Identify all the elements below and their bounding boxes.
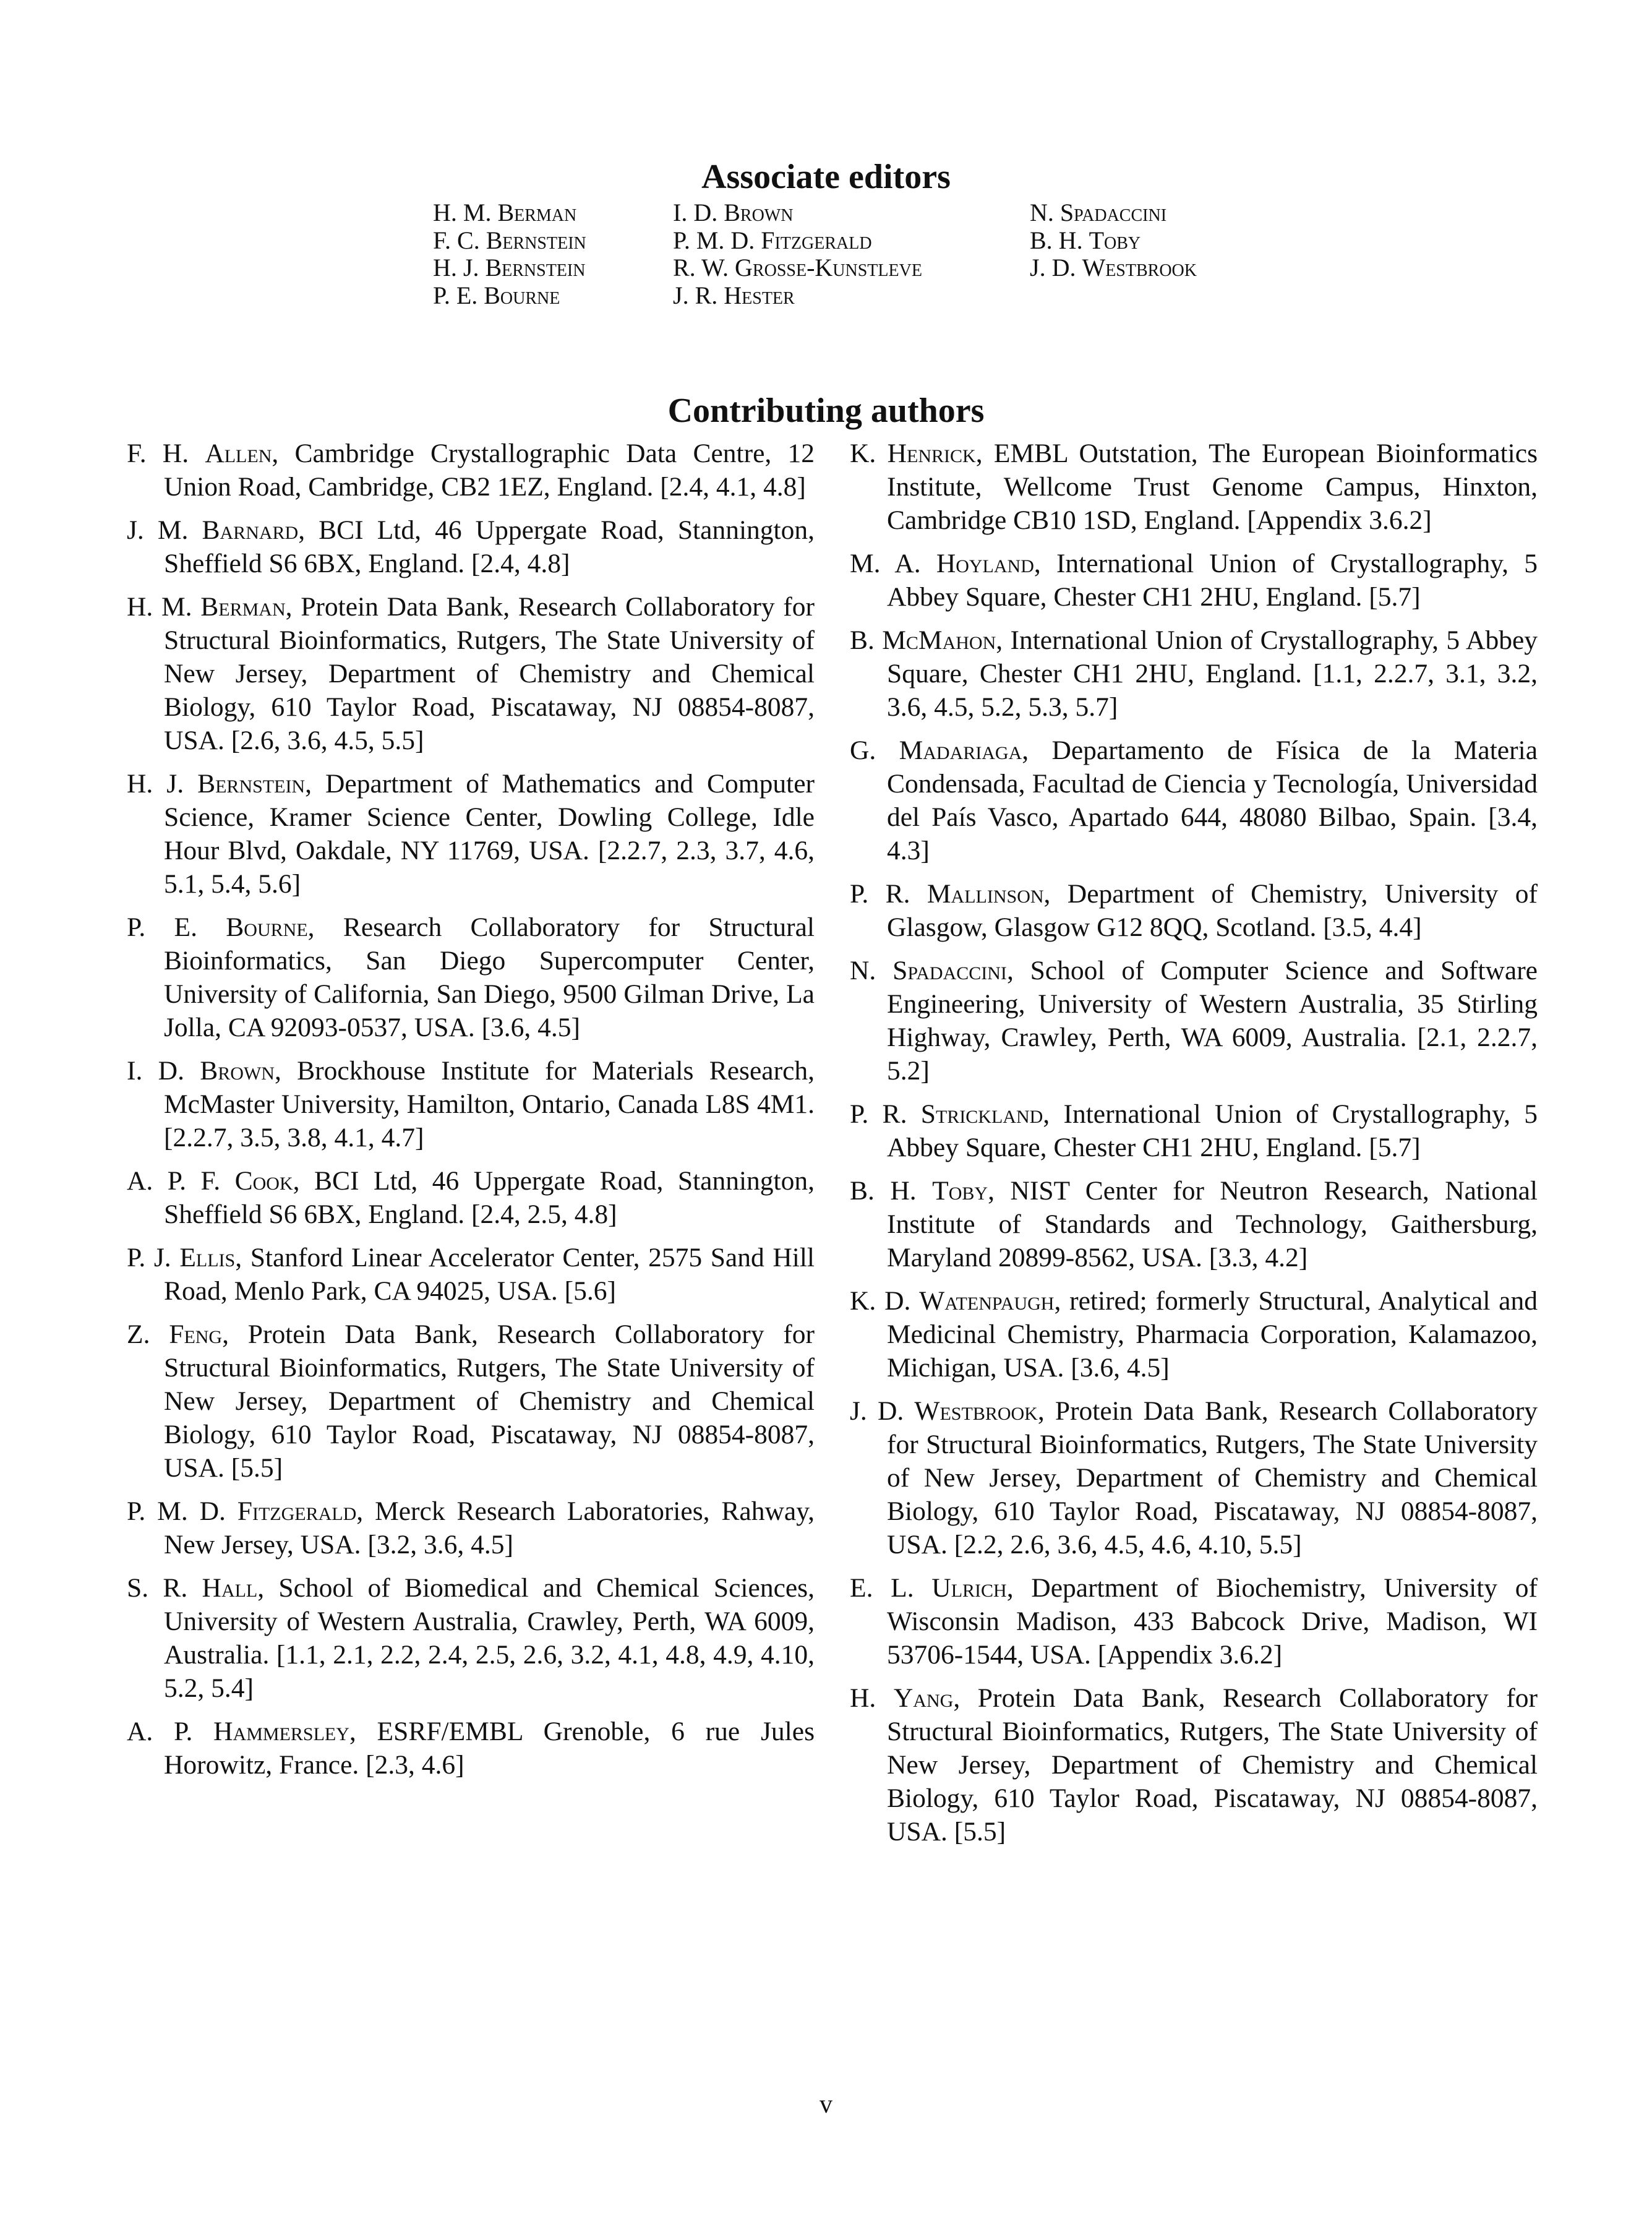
author-entry: G. Madariaga, Departamento de Física de la Materia Condensada, Facultad de Ciencia y Tecnología, Universidad del País Vasco, Apartado 644, 48080 Bilbao, Spain. [3.4, 4.3] [850, 736, 1538, 865]
author-entry: F. H. Allen, Cambridge Crystallographic Data Centre, 12 Union Road, Cambridge, CB2 1EZ, England. [2.4, 4.1, 4.8] [127, 439, 815, 502]
editor-name: N. Spadaccini [1030, 199, 1167, 226]
author-entry: P. J. Ellis, Stanford Linear Accelerator Center, 2575 Sand Hill Road, Menlo Park, CA 94025, USA. [5.6] [127, 1243, 815, 1306]
author-entry: A. P. Hammersley, ESRF/EMBL Grenoble, 6 rue Jules Horowitz, France. [2.3, 4.6] [127, 1717, 815, 1780]
editor-name: J. D. Westbrook [1030, 254, 1197, 281]
editor-name: B. H. Toby [1030, 226, 1141, 254]
page-number: v [820, 2090, 832, 2119]
author-entry: P. M. D. Fitzgerald, Merck Research Laboratories, Rahway, New Jersey, USA. [3.2, 3.6, 4.5] [127, 1496, 815, 1560]
author-entry: J. M. Barnard, BCI Ltd, 46 Uppergate Road, Stannington, Sheffield S6 6BX, England. [2.4, 4.8] [127, 515, 815, 578]
author-entry: H. Yang, Protein Data Bank, Research Collaboratory for Structural Bioinformatics, Rutgers, The State University of New Jersey, Department of Chemistry and Chemical Biology, 610 Taylor Road, Piscataway, NJ 08854-8087, USA. [5.5] [850, 1683, 1538, 1847]
editor-name: P. E. Bourne [433, 281, 560, 309]
editors-column-2 [673, 199, 922, 309]
editor-name: J. R. Hester [673, 281, 795, 309]
contributing-authors-heading: Contributing authors [667, 392, 985, 431]
editors-column-3 [1030, 199, 1197, 282]
associate-editors-list [433, 199, 1262, 323]
author-entry: B. H. Toby, NIST Center for Neutron Research, National Institute of Standards and Technology, Gaithersburg, Maryland 20899-8562, USA. [3.3, 4.2] [850, 1176, 1538, 1272]
editor-name: H. M. Berman [433, 199, 577, 226]
contributors-left-column [127, 437, 815, 1791]
editor-name: H. J. Bernstein [433, 254, 586, 281]
author-entry: M. A. Hoyland, International Union of Crystallography, 5 Abbey Square, Chester CH1 2HU, England. [5.7] [850, 549, 1538, 612]
author-entry: B. McMahon, International Union of Crystallography, 5 Abbey Square, Chester CH1 2HU, England. [1.1, 2.2.7, 3.1, 3.2, 3.6, 4.5, 5.2, 5.3, 5.7] [850, 625, 1538, 722]
editor-name: P. M. D. Fitzgerald [673, 226, 872, 254]
author-entry: K. D. Watenpaugh, retired; formerly Structural, Analytical and Medicinal Chemistry, Pharmacia Corporation, Kalamazoo, Michigan, USA. [3.6, 4.5] [850, 1286, 1538, 1383]
author-entry: N. Spadaccini, School of Computer Science and Software Engineering, University of Western Australia, 35 Stirling Highway, Crawley, Perth, WA 6009, Australia. [2.1, 2.2.7, 5.2] [850, 956, 1538, 1086]
editors-column-1 [433, 199, 586, 309]
author-entry: Z. Feng, Protein Data Bank, Research Collaboratory for Structural Bioinformatics, Rutgers, The State University of New Jersey, Department of Chemistry and Chemical Biology, 610 Taylor Road, Piscataway, NJ 08854-8087, USA. [5.5] [127, 1319, 815, 1483]
author-entry: I. D. Brown, Brockhouse Institute for Materials Research, McMaster University, Hamilton, Ontario, Canada L8S 4M1. [2.2.7, 3.5, 3.8, 4.1, 4.7] [127, 1056, 815, 1152]
editor-name: I. D. Brown [673, 199, 794, 226]
author-entry: E. L. Ulrich, Department of Biochemistry, University of Wisconsin Madison, 433 Babcock Drive, Madison, WI 53706-1544, USA. [Appendix 3.6.2] [850, 1573, 1538, 1670]
contributors-right-column [850, 437, 1538, 1858]
associate-editors-heading: Associate editors [701, 158, 951, 197]
editor-name: F. C. Bernstein [433, 226, 586, 254]
author-entry: J. D. Westbrook, Protein Data Bank, Research Collaboratory for Structural Bioinformatics, Rutgers, The State University of New Jersey, Department of Chemistry and Chemical Biology, 610 Taylor Road, Piscataway, NJ 08854-8087, USA. [2.2, 2.6, 3.6, 4.5, 4.6, 4.10, 5.5] [850, 1396, 1538, 1560]
author-entry: S. R. Hall, School of Biomedical and Chemical Sciences, University of Western Australia, Crawley, Perth, WA 6009, Australia. [1.1, 2.1, 2.2, 2.4, 2.5, 2.6, 3.2, 4.1, 4.8, 4.9, 4.10, 5.2, 5.4] [127, 1573, 815, 1703]
author-entry: H. M. Berman, Protein Data Bank, Research Collaboratory for Structural Bioinformatics, Rutgers, The State University of New Jersey, Department of Chemistry and Chemical Biology, 610 Taylor Road, Piscataway, NJ 08854-8087, USA. [2.6, 3.6, 4.5, 5.5] [127, 592, 815, 755]
author-entry: P. R. Strickland, International Union of Crystallography, 5 Abbey Square, Chester CH1 2HU, England. [5.7] [850, 1099, 1538, 1162]
editor-name: R. W. Grosse-Kunstleve [673, 254, 922, 281]
author-entry: K. Henrick, EMBL Outstation, The European Bioinformatics Institute, Wellcome Trust Genome Campus, Hinxton, Cambridge CB10 1SD, England. [Appendix 3.6.2] [850, 439, 1538, 535]
author-entry: H. J. Bernstein, Department of Mathematics and Computer Science, Kramer Science Center, Dowling College, Idle Hour Blvd, Oakdale, NY 11769, USA. [2.2.7, 2.3, 3.7, 4.6, 5.1, 5.4, 5.6] [127, 769, 815, 899]
author-entry: P. E. Bourne, Research Collaboratory for Structural Bioinformatics, San Diego Supercomputer Center, University of California, San Diego, 9500 Gilman Drive, La Jolla, CA 92093-0537, USA. [3.6, 4.5] [127, 912, 815, 1042]
author-entry: A. P. F. Cook, BCI Ltd, 46 Uppergate Road, Stannington, Sheffield S6 6BX, England. [2.4, 2.5, 4.8] [127, 1166, 815, 1229]
author-entry: P. R. Mallinson, Department of Chemistry, University of Glasgow, Glasgow G12 8QQ, Scotland. [3.5, 4.4] [850, 879, 1538, 942]
